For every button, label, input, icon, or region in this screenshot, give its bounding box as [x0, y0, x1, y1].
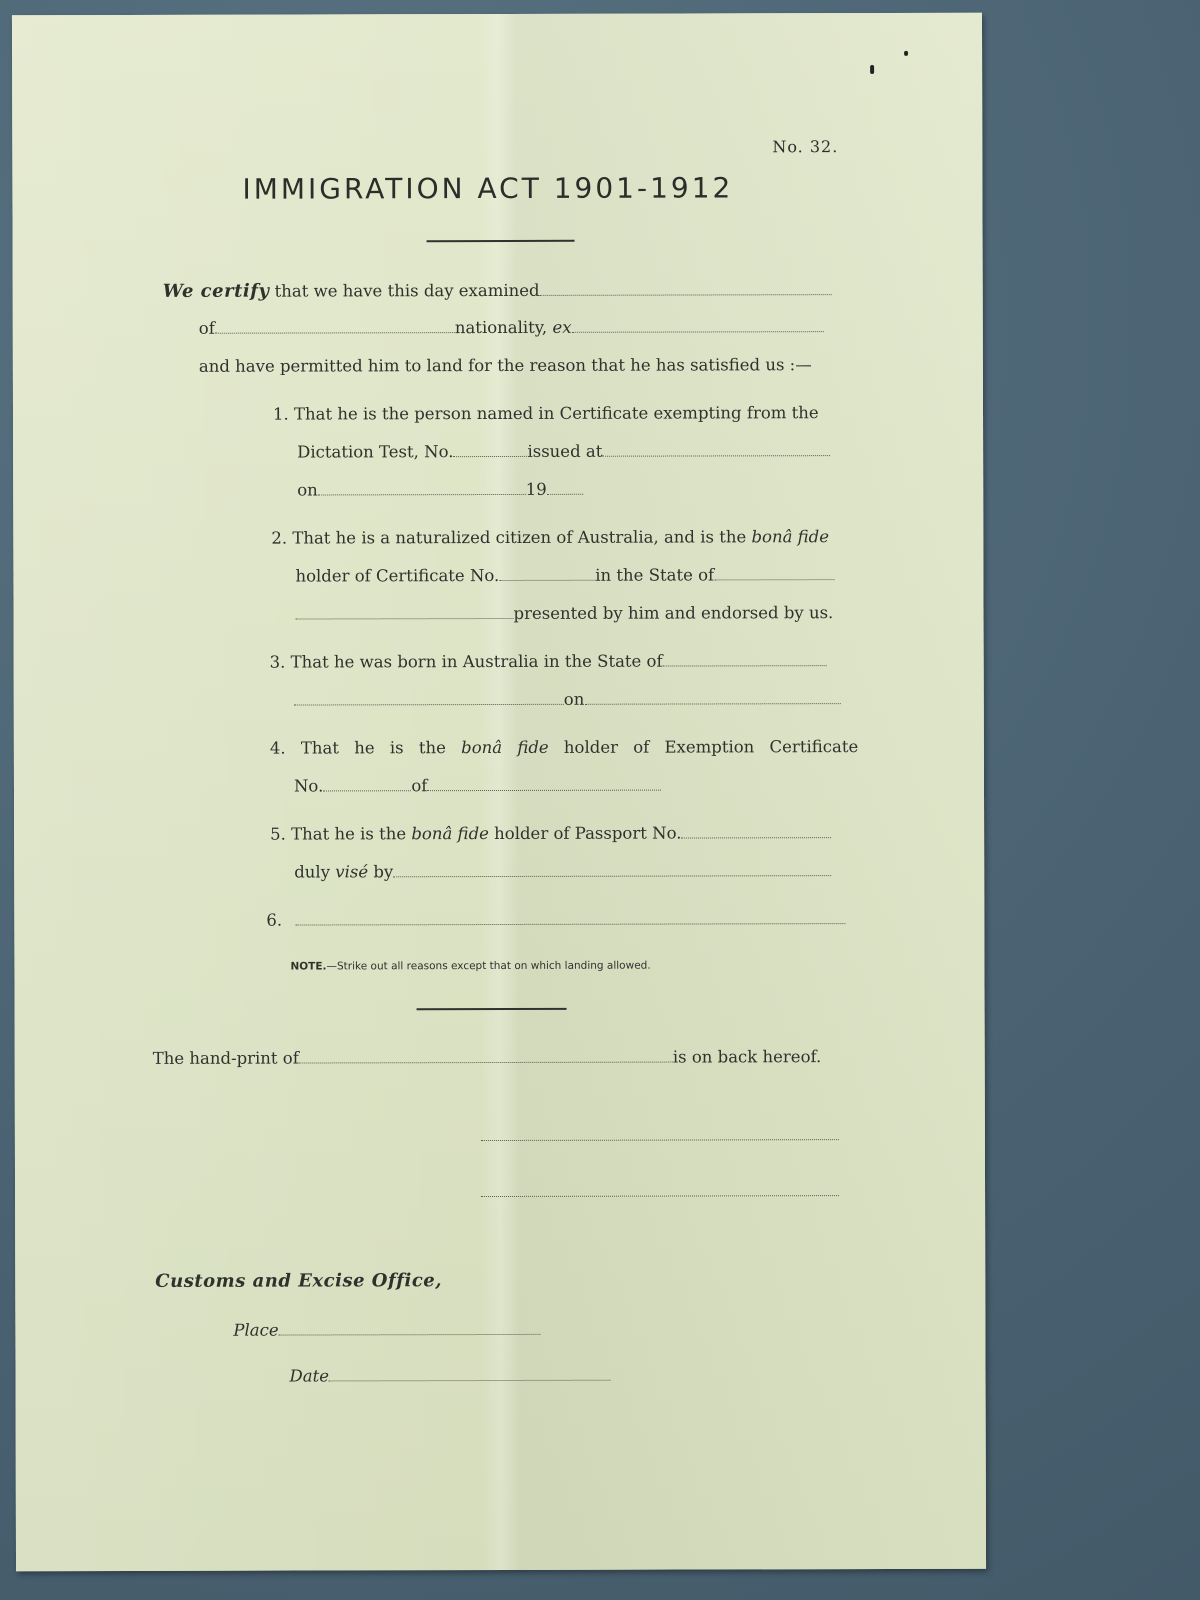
dictation-test-label: Dictation Test, No. [297, 442, 454, 462]
exemption-of-label: of [411, 776, 428, 796]
vise-by-blank[interactable] [393, 861, 831, 877]
reason-5-text: 5. That he is the [270, 824, 407, 844]
exemption-of-blank[interactable] [427, 776, 661, 792]
reason-1-line-a: 1. That he is the person named in Certificate exempting from the [272, 403, 819, 424]
presented-text: presented by him and endorsed by us. [513, 603, 834, 623]
bona-fide-text: bonâ fide [751, 527, 830, 547]
nationality-label: nationality, [454, 317, 548, 338]
handprint-blank[interactable] [299, 1048, 673, 1064]
reason-4-text: 4. That he is the [269, 738, 446, 758]
by-label: by [373, 862, 394, 882]
of-blank[interactable] [215, 318, 455, 334]
note-label: NOTE. [290, 960, 327, 973]
handprint-label: The hand-print of [152, 1048, 299, 1068]
duly-label: duly [294, 862, 331, 882]
section-rule [417, 1008, 567, 1010]
reason-2-line-b [295, 565, 834, 585]
born-on-blank[interactable] [584, 689, 840, 705]
document-sheet [12, 13, 986, 1572]
examined-blank[interactable] [540, 280, 832, 296]
certificate-no-label: holder of Certificate No. [295, 565, 500, 586]
presented-blank[interactable] [296, 604, 514, 620]
place-blank[interactable] [279, 1320, 541, 1336]
passport-no-label: holder of Passport No. [494, 823, 682, 844]
on-date-blank[interactable] [318, 480, 526, 496]
issued-at-label: issued at [527, 441, 603, 461]
office-heading: Customs and Excise Office, [155, 1270, 443, 1292]
reason-1-line-c [297, 480, 583, 500]
vise-label: visé [335, 862, 369, 882]
dictation-number-blank[interactable] [453, 442, 527, 457]
ink-speck [870, 65, 874, 74]
certificate-no-blank[interactable] [499, 566, 595, 581]
certify-lead: We certify [162, 280, 270, 302]
bona-fide-text: bonâ fide [411, 824, 489, 844]
ex-label: ex [552, 317, 572, 337]
certify-line [163, 279, 832, 302]
reason-2-line-c [296, 603, 834, 623]
note-text [290, 960, 650, 973]
reason-3-line-a [270, 651, 827, 671]
note-body: —Strike out all reasons except that on which landing allowed. [326, 959, 651, 973]
form-number: No. 32. [772, 137, 839, 157]
form-title: IMMIGRATION ACT 1901-1912 [242, 171, 734, 206]
place-line [233, 1320, 540, 1340]
handprint-tail: is on back hereof. [672, 1047, 822, 1067]
bona-fide-text: bonâ fide [461, 737, 549, 758]
state-of-blank[interactable] [714, 565, 834, 580]
reason-5-line-a [270, 823, 831, 843]
born-state-blank[interactable] [663, 651, 827, 666]
nationality-line [199, 317, 824, 338]
certify-text: that we have this day examined [274, 280, 540, 301]
handprint-line [153, 1047, 822, 1068]
reason-4-line-a [270, 737, 858, 758]
signature-line-1[interactable] [481, 1139, 839, 1141]
ink-speck [904, 51, 908, 56]
permitted-line: and have permitted him to land for the reason that he has satisfied us :— [198, 355, 812, 376]
issued-at-blank[interactable] [602, 441, 830, 457]
exemption-no-label: No. [293, 776, 324, 796]
reason-1-line-b [297, 441, 830, 461]
date-line [290, 1366, 612, 1386]
born-on-label: on [563, 689, 585, 709]
date-blank[interactable] [329, 1366, 611, 1382]
reason-2-line-a [271, 527, 829, 547]
year-blank[interactable] [547, 480, 583, 495]
year-prefix: 19 [525, 479, 547, 499]
reason-3-line-b [294, 689, 841, 709]
of-label: of [198, 318, 215, 338]
on-label: on [297, 480, 318, 500]
born-place-blank[interactable] [294, 690, 564, 706]
passport-no-blank[interactable] [681, 823, 831, 838]
reason-3-text: 3. That he was born in Australia in the State of [269, 651, 663, 672]
date-label: Date [289, 1366, 330, 1386]
exemption-cert-text: holder of Exemption Certificate [563, 737, 859, 757]
ex-blank[interactable] [571, 317, 823, 333]
signature-line-2[interactable] [481, 1195, 839, 1197]
reason-6-number: 6. [266, 910, 283, 930]
reason-6-line [266, 909, 845, 930]
place-label: Place [233, 1320, 279, 1340]
reason-4-line-b [294, 776, 661, 796]
exemption-no-blank[interactable] [323, 776, 411, 791]
title-rule [427, 240, 575, 242]
state-of-label: in the State of [595, 565, 715, 585]
reason-2-text: 2. That he is a naturalized citizen of Australia, and is the [271, 527, 747, 548]
reason-5-line-b [294, 861, 831, 881]
reason-6-blank[interactable] [295, 909, 845, 925]
